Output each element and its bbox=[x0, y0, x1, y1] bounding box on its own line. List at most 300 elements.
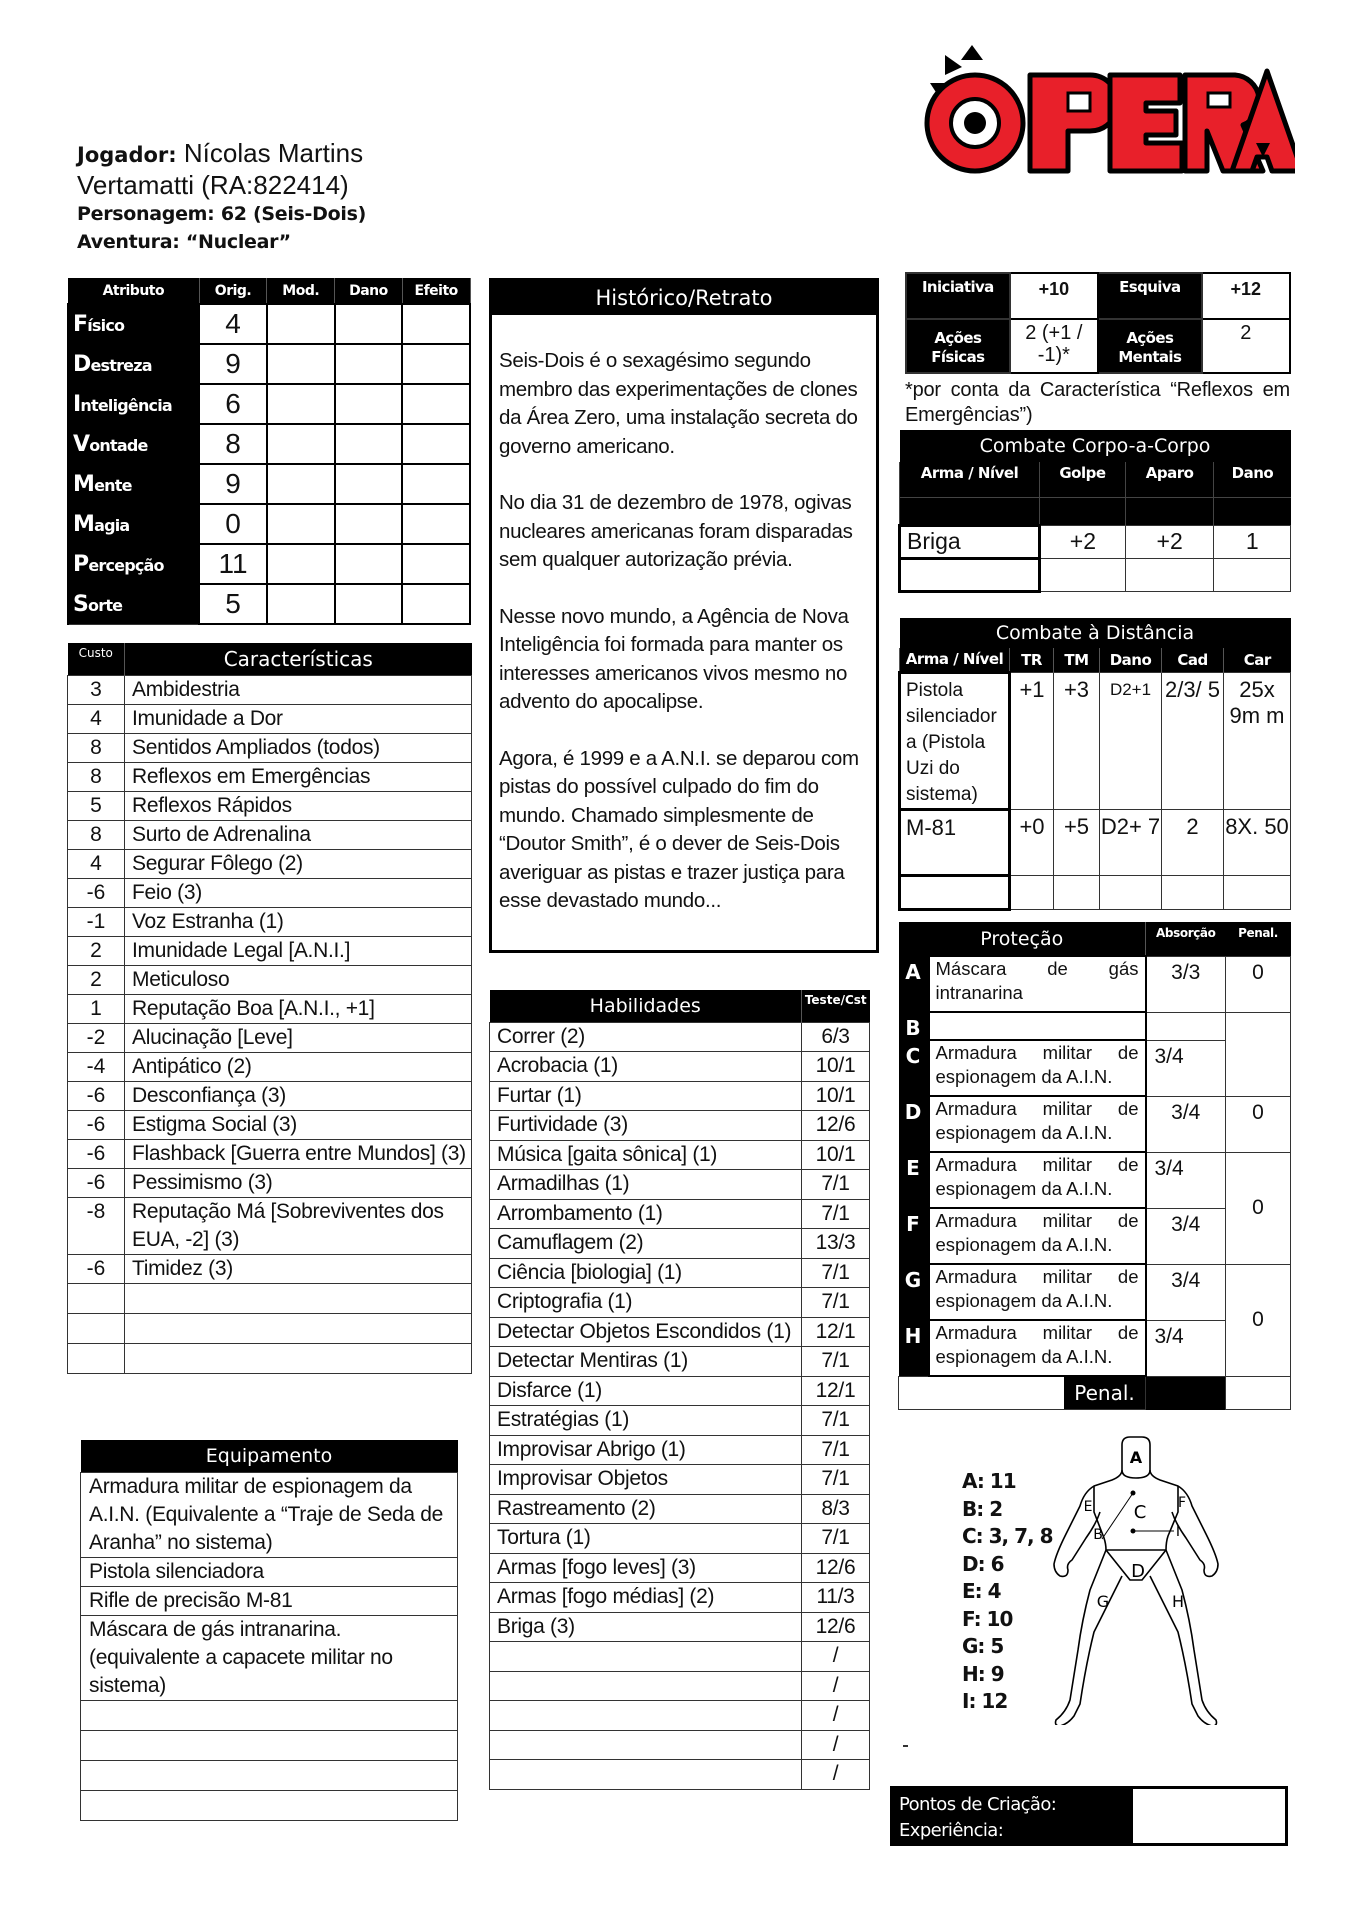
equipment-row bbox=[81, 1557, 458, 1586]
body-legend-item: A: 11 bbox=[962, 1469, 1016, 1493]
skill-name: Detectar Objetos Escondidos (1) bbox=[490, 1317, 802, 1347]
initiative-value: +10 bbox=[1010, 273, 1098, 319]
physical-actions-value: 2 (+1 / -1)* bbox=[1010, 319, 1098, 373]
logo-triangle bbox=[945, 55, 962, 75]
characteristic-row bbox=[68, 1197, 472, 1254]
protection-penalty: 0 bbox=[1226, 956, 1291, 1012]
ranged-weapon: Pistola silenciador a (Pistola Uzi do sistema) bbox=[900, 672, 1010, 809]
attribute-orig: 11 bbox=[199, 544, 267, 584]
character-label: Personagem: bbox=[77, 203, 215, 225]
ranged-cad: 2/3/ 5 bbox=[1162, 672, 1224, 809]
skill-name bbox=[490, 1701, 802, 1731]
characteristic-cost: -6 bbox=[68, 1081, 125, 1110]
characteristic-cost: -6 bbox=[68, 1168, 125, 1197]
skill-name: Furtividade (3) bbox=[490, 1111, 802, 1141]
protection-table bbox=[898, 922, 1291, 1437]
equipment-item: Rifle de precisão M-81 bbox=[81, 1586, 458, 1615]
characteristic-cost: -8 bbox=[68, 1197, 125, 1254]
skill-name bbox=[490, 1671, 802, 1701]
characteristic-row bbox=[68, 965, 472, 994]
attribute-name bbox=[68, 424, 199, 464]
skill-value: 12/1 bbox=[802, 1376, 870, 1406]
melee-parry: +2 bbox=[1125, 525, 1214, 558]
characteristic-row bbox=[68, 1052, 472, 1081]
characteristic-name[interactable] bbox=[125, 1283, 472, 1313]
attr-header-dano: Dano bbox=[335, 278, 403, 304]
attribute-damage[interactable] bbox=[335, 584, 403, 624]
physical-actions-label: Ações Físicas bbox=[906, 319, 1010, 373]
ranged-damage: D2+ 7 bbox=[1100, 809, 1162, 875]
skill-name: Furtar (1) bbox=[490, 1081, 802, 1111]
body-label-d: D bbox=[1131, 1561, 1145, 1582]
skill-row bbox=[490, 1111, 870, 1141]
skills-value-header: Teste/Cst bbox=[802, 990, 870, 1022]
attribute-rest: ercepção bbox=[88, 555, 164, 575]
attribute-effect[interactable] bbox=[402, 544, 470, 584]
protection-absorb: 3/4 bbox=[1146, 1320, 1226, 1376]
characteristic-cost: -1 bbox=[68, 907, 125, 936]
skill-value: 7/1 bbox=[802, 1524, 870, 1554]
characteristic-name: Sentidos Ampliados (todos) bbox=[125, 733, 472, 762]
ranged-header-tm: TM bbox=[1054, 648, 1100, 672]
protection-item: Armadura militar de espionagem da A.I.N. bbox=[929, 1320, 1146, 1376]
protection-absorb-header: Absorção bbox=[1146, 922, 1226, 956]
protection-absorb: 3/4 bbox=[1146, 1208, 1226, 1264]
attribute-name bbox=[68, 304, 199, 344]
skill-row bbox=[490, 1701, 870, 1731]
skills-title: Habilidades bbox=[490, 990, 802, 1022]
skill-value: 8/3 bbox=[802, 1494, 870, 1524]
characteristic-name: Reflexos em Emergências bbox=[125, 762, 472, 791]
skill-name: Arrombamento (1) bbox=[490, 1199, 802, 1229]
attribute-initial: S bbox=[73, 591, 89, 617]
protection-item: Máscara de gás intranarina bbox=[929, 956, 1146, 1012]
player-name-line1: Nícolas Martins bbox=[183, 138, 364, 168]
skill-row bbox=[490, 1642, 870, 1672]
attribute-damage[interactable] bbox=[335, 344, 403, 384]
protection-absorb: 3/4 bbox=[1146, 1152, 1226, 1208]
logo-letter-p bbox=[1030, 75, 1118, 171]
ranged-weapon: M-81 bbox=[900, 809, 1010, 875]
equipment-item[interactable] bbox=[81, 1790, 458, 1820]
attribute-name bbox=[68, 464, 199, 504]
body-legend-item: C: 3, 7, 8 bbox=[962, 1524, 1053, 1548]
skill-value: 7/1 bbox=[802, 1465, 870, 1495]
characteristic-cost: 5 bbox=[68, 791, 125, 820]
attribute-effect[interactable] bbox=[402, 504, 470, 544]
skill-row bbox=[490, 1288, 870, 1318]
characteristic-row bbox=[68, 1110, 472, 1139]
characteristics-table bbox=[67, 643, 472, 1374]
ranged-tm: +5 bbox=[1054, 809, 1100, 875]
ranged-row bbox=[900, 809, 1291, 875]
attribute-rest: estreza bbox=[90, 355, 152, 375]
skill-row bbox=[490, 1435, 870, 1465]
attribute-mod[interactable] bbox=[267, 464, 335, 504]
equipment-row-empty bbox=[81, 1730, 458, 1760]
character-value: 62 (Seis-Dois) bbox=[220, 203, 366, 225]
attribute-orig: 0 bbox=[199, 504, 267, 544]
attribute-mod[interactable] bbox=[267, 424, 335, 464]
body-left-arm bbox=[1054, 1470, 1122, 1576]
protection-letter: H bbox=[899, 1320, 929, 1376]
characteristic-name: Antipático (2) bbox=[125, 1052, 472, 1081]
melee-row bbox=[900, 558, 1291, 591]
attribute-mod[interactable] bbox=[267, 544, 335, 584]
melee-damage: 1 bbox=[1214, 525, 1291, 558]
skill-value: 10/1 bbox=[802, 1052, 870, 1082]
protection-item: Armadura militar de espionagem da A.I.N. bbox=[929, 1152, 1146, 1208]
characteristic-cost: 8 bbox=[68, 733, 125, 762]
history-box bbox=[489, 278, 879, 953]
skill-value: 12/6 bbox=[802, 1612, 870, 1642]
characteristic-name: Feio (3) bbox=[125, 878, 472, 907]
body-label-a: A bbox=[1129, 1448, 1143, 1467]
protection-penalty: 0 bbox=[1226, 1264, 1291, 1376]
protection-letter: F bbox=[899, 1208, 929, 1264]
skill-value: 7/1 bbox=[802, 1406, 870, 1436]
characteristic-name: Timidez (3) bbox=[125, 1254, 472, 1283]
skill-value: 11/3 bbox=[802, 1583, 870, 1613]
characteristic-cost: -6 bbox=[68, 1254, 125, 1283]
skill-name: Rastreamento (2) bbox=[490, 1494, 802, 1524]
skill-value: 10/1 bbox=[802, 1140, 870, 1170]
characteristic-name: Flashback [Guerra entre Mundos] (3) bbox=[125, 1139, 472, 1168]
skill-name: Tortura (1) bbox=[490, 1524, 802, 1554]
equipment-row-empty bbox=[81, 1790, 458, 1820]
body-legend-item: B: 2 bbox=[962, 1496, 1003, 1521]
characteristic-name: Imunidade Legal [A.N.I.] bbox=[125, 936, 472, 965]
body-figure-diagram bbox=[1050, 1435, 1250, 1725]
equipment-item: Pistola silenciadora bbox=[81, 1557, 458, 1586]
actions-footnote: *por conta da Característica “Reflexos em Emergências”) bbox=[905, 379, 1290, 426]
attribute-name bbox=[68, 344, 199, 384]
attribute-effect[interactable] bbox=[402, 464, 470, 504]
ranged-header-car: Car bbox=[1224, 648, 1291, 672]
ranged-title: Combate à Distância bbox=[900, 618, 1291, 648]
characteristic-row bbox=[68, 936, 472, 965]
attribute-row bbox=[68, 384, 470, 424]
attribute-initial: D bbox=[73, 351, 91, 377]
protection-row bbox=[899, 956, 1291, 1012]
attr-header-efeito: Efeito bbox=[402, 278, 470, 304]
ranged-header-damage: Dano bbox=[1100, 648, 1162, 672]
attr-header-orig: Orig. bbox=[199, 278, 267, 304]
skill-value: 7/1 bbox=[802, 1288, 870, 1318]
skill-value: 7/1 bbox=[802, 1258, 870, 1288]
skill-name: Armas [fogo médias] (2) bbox=[490, 1583, 802, 1613]
characteristic-cost: 2 bbox=[68, 965, 125, 994]
attribute-effect[interactable] bbox=[402, 344, 470, 384]
protection-title: Proteção bbox=[899, 922, 1146, 956]
skill-row bbox=[490, 1553, 870, 1583]
melee-header-strike: Golpe bbox=[1040, 462, 1126, 497]
protection-absorb: 3/4 bbox=[1146, 1096, 1226, 1152]
attribute-effect[interactable] bbox=[402, 584, 470, 624]
equipment-item[interactable] bbox=[81, 1760, 458, 1790]
skill-row bbox=[490, 1671, 870, 1701]
characteristic-row-empty bbox=[68, 1283, 472, 1313]
initiative-label: Iniciativa bbox=[906, 273, 1010, 319]
attribute-initial: M bbox=[73, 471, 95, 497]
characteristic-cost: -6 bbox=[68, 1139, 125, 1168]
history-title: Histórico/Retrato bbox=[492, 281, 876, 315]
skills-table bbox=[489, 990, 870, 1790]
ranged-row bbox=[900, 672, 1291, 809]
characteristic-name: Pessimismo (3) bbox=[125, 1168, 472, 1197]
stats-table bbox=[905, 272, 1291, 374]
melee-header-damage: Dano bbox=[1214, 462, 1291, 497]
characteristic-name: Reputação Boa [A.N.I., +1] bbox=[125, 994, 472, 1023]
attribute-initial: I bbox=[73, 391, 81, 417]
attribute-damage[interactable] bbox=[335, 544, 403, 584]
characteristic-cost: 4 bbox=[68, 849, 125, 878]
characteristic-cost[interactable] bbox=[68, 1313, 125, 1343]
skill-row bbox=[490, 1612, 870, 1642]
body-label-b: B bbox=[1093, 1527, 1103, 1543]
ranged-header-cad: Cad bbox=[1162, 648, 1224, 672]
characteristic-cost[interactable] bbox=[68, 1343, 125, 1373]
mental-actions-value: 2 bbox=[1202, 319, 1290, 373]
skill-row bbox=[490, 1347, 870, 1377]
equipment-row bbox=[81, 1472, 458, 1557]
skill-row bbox=[490, 1199, 870, 1229]
melee-parry bbox=[1125, 558, 1214, 591]
protection-row bbox=[899, 1264, 1291, 1320]
skill-value: 7/1 bbox=[802, 1199, 870, 1229]
body-label-c: C bbox=[1133, 1502, 1147, 1523]
attribute-orig: 6 bbox=[199, 384, 267, 424]
attribute-mod[interactable] bbox=[267, 344, 335, 384]
characteristic-name[interactable] bbox=[125, 1343, 472, 1373]
skill-name: Improvisar Abrigo (1) bbox=[490, 1435, 802, 1465]
attribute-initial: P bbox=[73, 551, 89, 577]
skill-value: / bbox=[802, 1671, 870, 1701]
skill-name: Briga (3) bbox=[490, 1612, 802, 1642]
protection-row bbox=[899, 1012, 1291, 1040]
characteristic-name: Segurar Fôlego (2) bbox=[125, 849, 472, 878]
characteristic-row bbox=[68, 675, 472, 704]
characteristic-row bbox=[68, 878, 472, 907]
body-label-f: F bbox=[1177, 1495, 1187, 1511]
melee-header-parry: Aparo bbox=[1125, 462, 1214, 497]
body-label-i: I bbox=[1175, 1524, 1181, 1540]
experience-label: Experiência: bbox=[899, 1820, 1004, 1841]
body-right-arm bbox=[1150, 1470, 1218, 1576]
characteristic-row bbox=[68, 733, 472, 762]
penalty-total-value bbox=[1226, 1376, 1291, 1410]
melee-strike: +2 bbox=[1040, 525, 1126, 558]
body-legend-item: E: 4 bbox=[962, 1579, 1001, 1603]
attribute-rest: orte bbox=[88, 595, 123, 615]
attribute-row bbox=[68, 304, 470, 344]
skill-value: 12/6 bbox=[802, 1111, 870, 1141]
protection-letter: B bbox=[899, 1012, 929, 1040]
protection-row bbox=[899, 1152, 1291, 1208]
skill-value: / bbox=[802, 1760, 870, 1790]
skill-row bbox=[490, 1524, 870, 1554]
equipment-item: Armadura militar de espionagem da A.I.N. (Equivalente a “Traje de Seda de Aranha” no sistema) bbox=[81, 1472, 458, 1557]
attribute-rest: ente bbox=[94, 475, 132, 495]
skill-row bbox=[490, 1229, 870, 1259]
penalty-total-label: Penal. Total bbox=[1064, 1377, 1145, 1409]
protection-letter: E bbox=[899, 1152, 929, 1208]
history-paragraph: Seis-Dois é o sexagésimo segundo membro das experimentações de clones da Área Zero, uma instalação secreta do governo americano. bbox=[499, 349, 858, 458]
melee-row bbox=[900, 525, 1291, 558]
attribute-mod[interactable] bbox=[267, 584, 335, 624]
equipment-title: Equipamento bbox=[81, 1440, 458, 1472]
skill-row bbox=[490, 1465, 870, 1495]
skill-name: Detectar Mentiras (1) bbox=[490, 1347, 802, 1377]
characteristic-row bbox=[68, 1139, 472, 1168]
history-paragraph: Nesse novo mundo, a Agência de Nova Inteligência foi formada para manter os interesses americanos vivos mesmo no advento do apocalipse. bbox=[499, 604, 849, 713]
ranged-tr: +1 bbox=[1010, 672, 1054, 809]
protection-item bbox=[929, 1012, 1146, 1040]
equipment-item: Máscara de gás intranarina. (equivalente a capacete militar no sistema) bbox=[81, 1615, 458, 1700]
skill-row bbox=[490, 1376, 870, 1406]
skill-row bbox=[490, 1730, 870, 1760]
attr-header-mod: Mod. bbox=[267, 278, 335, 304]
melee-combat-table bbox=[898, 430, 1291, 593]
characteristic-name: Reflexos Rápidos bbox=[125, 791, 472, 820]
body-legend-item: I: 12 bbox=[962, 1689, 1008, 1713]
skill-value: / bbox=[802, 1701, 870, 1731]
skill-row bbox=[490, 1140, 870, 1170]
attr-header-atributo: Atributo bbox=[68, 278, 199, 304]
body-legend-item: D: 6 bbox=[962, 1551, 1004, 1576]
protection-letter: C bbox=[899, 1040, 929, 1096]
protection-absorb: 3/3 bbox=[1146, 956, 1226, 1012]
mental-actions-label: Ações Mentais bbox=[1098, 319, 1202, 373]
characteristic-row bbox=[68, 907, 472, 936]
body-label-g: G bbox=[1096, 1592, 1110, 1611]
protection-letter: D bbox=[899, 1096, 929, 1152]
skill-value: 7/1 bbox=[802, 1170, 870, 1200]
characteristic-row bbox=[68, 849, 472, 878]
characteristic-cost: 8 bbox=[68, 820, 125, 849]
attribute-effect[interactable] bbox=[402, 304, 470, 344]
history-paragraph: Agora, é 1999 e a A.N.I. se deparou com pistas do possível culpado do fim do mundo. Chamado simplesmente de “Doutor Smith”, é o dever de Seis-Dois averiguar as pistas e trazer justiça para esse devastado mundo... bbox=[499, 746, 859, 912]
protection-absorb bbox=[1146, 1012, 1226, 1040]
characteristic-row-empty bbox=[68, 1313, 472, 1343]
ranged-tr: +0 bbox=[1010, 809, 1054, 875]
body-legend-item: F: 10 bbox=[962, 1606, 1013, 1631]
characteristic-name: Imunidade a Dor bbox=[125, 704, 472, 733]
skill-name: Criptografia (1) bbox=[490, 1288, 802, 1318]
attribute-orig: 4 bbox=[199, 304, 267, 344]
protection-item: Armadura militar de espionagem da A.I.N. bbox=[929, 1264, 1146, 1320]
equipment-table bbox=[80, 1440, 458, 1821]
skill-name bbox=[490, 1642, 802, 1672]
protection-row bbox=[899, 1096, 1291, 1152]
attribute-damage[interactable] bbox=[335, 304, 403, 344]
characteristic-cost: 3 bbox=[68, 675, 125, 704]
equipment-item[interactable] bbox=[81, 1700, 458, 1730]
skill-name: Estratégias (1) bbox=[490, 1406, 802, 1436]
attribute-row bbox=[68, 464, 470, 504]
points-value-field[interactable] bbox=[1130, 1789, 1285, 1843]
body-label-e: E bbox=[1083, 1499, 1093, 1515]
characteristic-cost: -6 bbox=[68, 878, 125, 907]
characteristic-cost: -2 bbox=[68, 1023, 125, 1052]
characteristic-name: Ambidestria bbox=[125, 675, 472, 704]
skill-value: / bbox=[802, 1730, 870, 1760]
body-map-legend bbox=[962, 1468, 1053, 1716]
logo-triangle bbox=[961, 45, 983, 60]
attribute-row bbox=[68, 544, 470, 584]
skill-name: Armadilhas (1) bbox=[490, 1170, 802, 1200]
char-cost-header: Custo bbox=[68, 643, 125, 675]
characteristic-name[interactable] bbox=[125, 1313, 472, 1343]
ranged-combat-table bbox=[898, 618, 1291, 911]
attribute-damage[interactable] bbox=[335, 504, 403, 544]
attribute-rest: ontade bbox=[89, 435, 148, 455]
ranged-car: 8X. 50 bbox=[1224, 809, 1291, 875]
protection-absorb: 3/4 bbox=[1146, 1264, 1226, 1320]
characteristic-cost[interactable] bbox=[68, 1283, 125, 1313]
equipment-item[interactable] bbox=[81, 1730, 458, 1760]
skill-name: Música [gaita sônica] (1) bbox=[490, 1140, 802, 1170]
skill-row bbox=[490, 1317, 870, 1347]
attribute-name bbox=[68, 384, 199, 424]
skill-row bbox=[490, 1258, 870, 1288]
dash-mark bbox=[903, 1745, 908, 1747]
attribute-effect[interactable] bbox=[402, 384, 470, 424]
characteristic-cost: -4 bbox=[68, 1052, 125, 1081]
characteristic-row-empty bbox=[68, 1343, 472, 1373]
skill-row bbox=[490, 1583, 870, 1613]
characteristic-name: Surto de Adrenalina bbox=[125, 820, 472, 849]
skill-value: 6/3 bbox=[802, 1022, 870, 1052]
characteristic-row bbox=[68, 704, 472, 733]
attribute-damage[interactable] bbox=[335, 464, 403, 504]
player-name-line2: Vertamatti (RA:822414) bbox=[77, 170, 349, 200]
skill-name: Correr (2) bbox=[490, 1022, 802, 1052]
protection-item: Armadura militar de espionagem da A.I.N. bbox=[929, 1040, 1146, 1096]
protection-absorb: 3/4 bbox=[1146, 1040, 1226, 1096]
body-legend-item: G: 5 bbox=[962, 1634, 1004, 1658]
melee-header-weapon: Arma / Nível bbox=[900, 462, 1040, 497]
dodge-value: +12 bbox=[1202, 273, 1290, 319]
ranged-cad: 2 bbox=[1162, 809, 1224, 875]
skill-name: Disfarce (1) bbox=[490, 1376, 802, 1406]
skill-name bbox=[490, 1760, 802, 1790]
ranged-damage: D2+1 bbox=[1100, 672, 1162, 809]
characteristic-row bbox=[68, 1023, 472, 1052]
attribute-effect[interactable] bbox=[402, 424, 470, 464]
attribute-mod[interactable] bbox=[267, 504, 335, 544]
equipment-row-empty bbox=[81, 1700, 458, 1730]
characteristic-cost: 1 bbox=[68, 994, 125, 1023]
characteristic-name: Desconfiança (3) bbox=[125, 1081, 472, 1110]
skill-name: Armas [fogo leves] (3) bbox=[490, 1553, 802, 1583]
attribute-mod[interactable] bbox=[267, 304, 335, 344]
equipment-row bbox=[81, 1586, 458, 1615]
attribute-damage[interactable] bbox=[335, 384, 403, 424]
protection-penalty: 0 bbox=[1226, 1152, 1291, 1264]
characteristic-row bbox=[68, 820, 472, 849]
body-legend-item: H: 9 bbox=[962, 1661, 1004, 1686]
attribute-damage[interactable] bbox=[335, 424, 403, 464]
skill-value: / bbox=[802, 1642, 870, 1672]
attribute-mod[interactable] bbox=[267, 384, 335, 424]
attribute-name bbox=[68, 584, 199, 624]
skill-row bbox=[490, 1494, 870, 1524]
skill-name: Improvisar Objetos bbox=[490, 1465, 802, 1495]
protection-penalty: 0 bbox=[1226, 1096, 1291, 1152]
protection-letter: A bbox=[899, 956, 929, 1012]
skill-name: Ciência [biologia] (1) bbox=[490, 1258, 802, 1288]
